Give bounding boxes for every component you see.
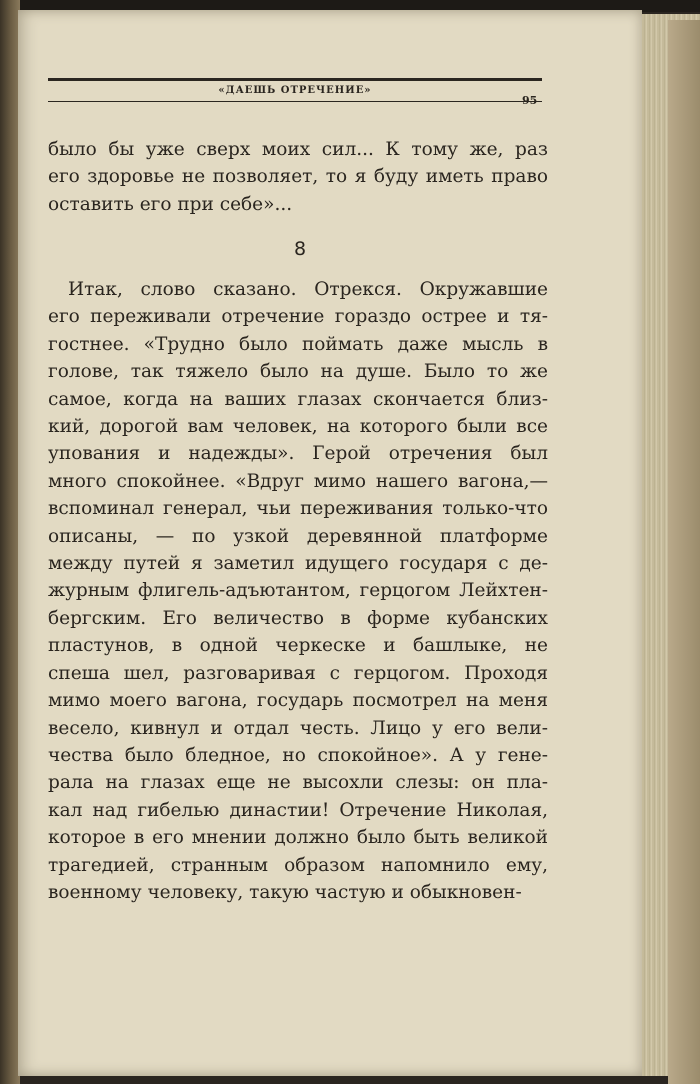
text-line: журным флигель-адъютантом, герцогом Лейхтен- [48,580,548,602]
text-line: рала на глазах еще не высохли слезы: он пла- [48,772,548,794]
text-line: много спокойнее. «Вдруг мимо нашего вагона,— [48,470,548,492]
text-line: бергским. Его величество в форме кубанских [48,607,548,629]
text-line: описаны, — по узкой деревянной платформе [48,525,548,547]
running-header [48,78,542,108]
body-paragraph [48,276,548,906]
text-line: оставить его при себе»... [48,193,293,215]
text-line: кий, дорогой вам человек, на которого были все [48,416,548,438]
text-line: было бы уже сверх моих сил... К тому же, раз [48,139,548,160]
text-line: военному человеку, такую частую и обыкновен- [48,881,522,903]
text-line: вспоминал генерал, чьи переживания только-что [48,498,548,520]
page-number: 95 [522,94,538,107]
text-line: гостнее. «Трудно было поймать даже мысль в [48,333,548,355]
running-title: «ДАЕШЬ ОТРЕЧЕНИЕ» [218,85,372,96]
book-spine [0,0,20,1084]
text-line: кал над гибелью династии! Отречение Николая, [48,799,548,821]
intro-paragraph [48,136,548,218]
text-line: голове, так тяжело было на душе. Было то же [48,361,548,383]
text-line: его переживали отречение гораздо острее и тя- [48,306,548,328]
text-line: которое в его мнении должно было быть великой [48,827,548,849]
text-line: весело, кивнул и отдал честь. Лицо у его вели- [48,717,548,739]
text-line: самое, когда на ваших глазах скончается близ- [48,388,548,410]
header-rule-bottom [48,101,542,102]
book-cover-edge [668,20,700,1084]
text-line: Итак, слово сказано. Отрекся. Окружавшие [68,279,548,300]
text-line: его здоровье не позволяет, то я буду иметь право [48,166,548,188]
text-line: чества было бледное, но спокойное». А у гене- [48,744,548,766]
text-line: мимо моего вагона, государь посмотрел на меня [48,690,548,712]
section-number: 8 [293,238,307,260]
header-rule-top [48,78,542,81]
text-line: упования и надежды». Герой отречения был [48,443,548,465]
text-line: спеша шел, разговаривая с герцогом. Проходя [48,662,548,684]
text-line: пластунов, в одной черкеске и башлыке, не [48,635,548,657]
text-line: между путей я заметил идущего государя с де- [48,553,548,575]
text-line: трагедией, странным образом напомнило ему, [48,854,548,876]
